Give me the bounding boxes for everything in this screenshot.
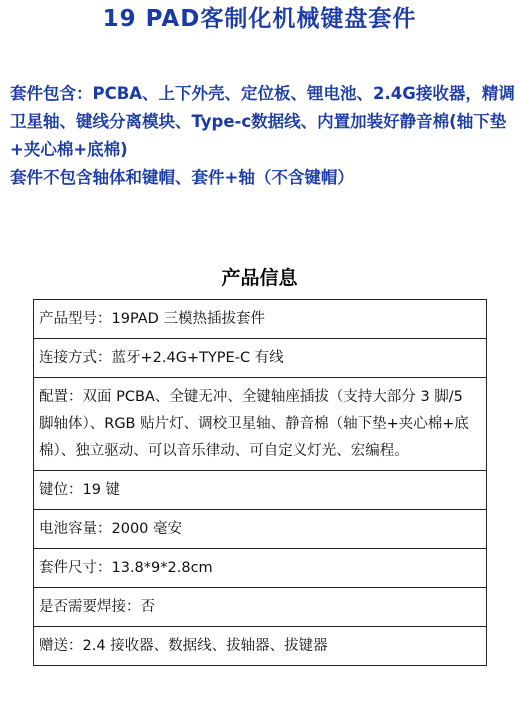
table-row — [34, 627, 487, 666]
table-row — [34, 339, 487, 378]
spec-model: 产品型号：19PAD 三模热插拔套件 — [34, 300, 487, 339]
table-row — [34, 510, 487, 549]
table-row — [34, 471, 487, 510]
spec-key-count: 键位：19 键 — [34, 471, 487, 510]
table-row — [34, 588, 487, 627]
spec-soldering: 是否需要焊接：否 — [34, 588, 487, 627]
spec-battery: 电池容量：2000 毫安 — [34, 510, 487, 549]
kit-exclusions-text: 套件不包含轴体和键帽、套件+轴（不含键帽） — [10, 168, 354, 187]
kit-description — [10, 80, 515, 192]
table-row — [34, 300, 487, 339]
spec-configuration: 配置：双面 PCBA、全键无冲、全键轴座插拔（支持大部分 3 脚/5 脚轴体）、RGB 贴片灯、调校卫星轴、静音棉（轴下垫+夹心棉+底棉）、独立驱动、可以音乐律动、可自定义灯光、宏编程。 — [34, 378, 487, 471]
section-title: 产品信息 — [221, 267, 298, 289]
spec-table — [33, 299, 487, 666]
page-title: 19 PAD客制化机械键盘套件 — [102, 6, 417, 32]
spec-connection: 连接方式：蓝牙+2.4G+TYPE-C 有线 — [34, 339, 487, 378]
spec-gifts: 赠送：2.4 接收器、数据线、拔轴器、拔键器 — [34, 627, 487, 666]
table-row — [34, 549, 487, 588]
spec-size: 套件尺寸：13.8*9*2.8cm — [34, 549, 487, 588]
kit-contents-text: 套件包含：PCBA、上下外壳、定位板、锂电池、2.4G接收器，精调卫星轴、键线分离模块、Type-c数据线、内置加装好静音棉(轴下垫+夹心棉+底棉) — [10, 84, 515, 159]
table-row — [34, 378, 487, 471]
